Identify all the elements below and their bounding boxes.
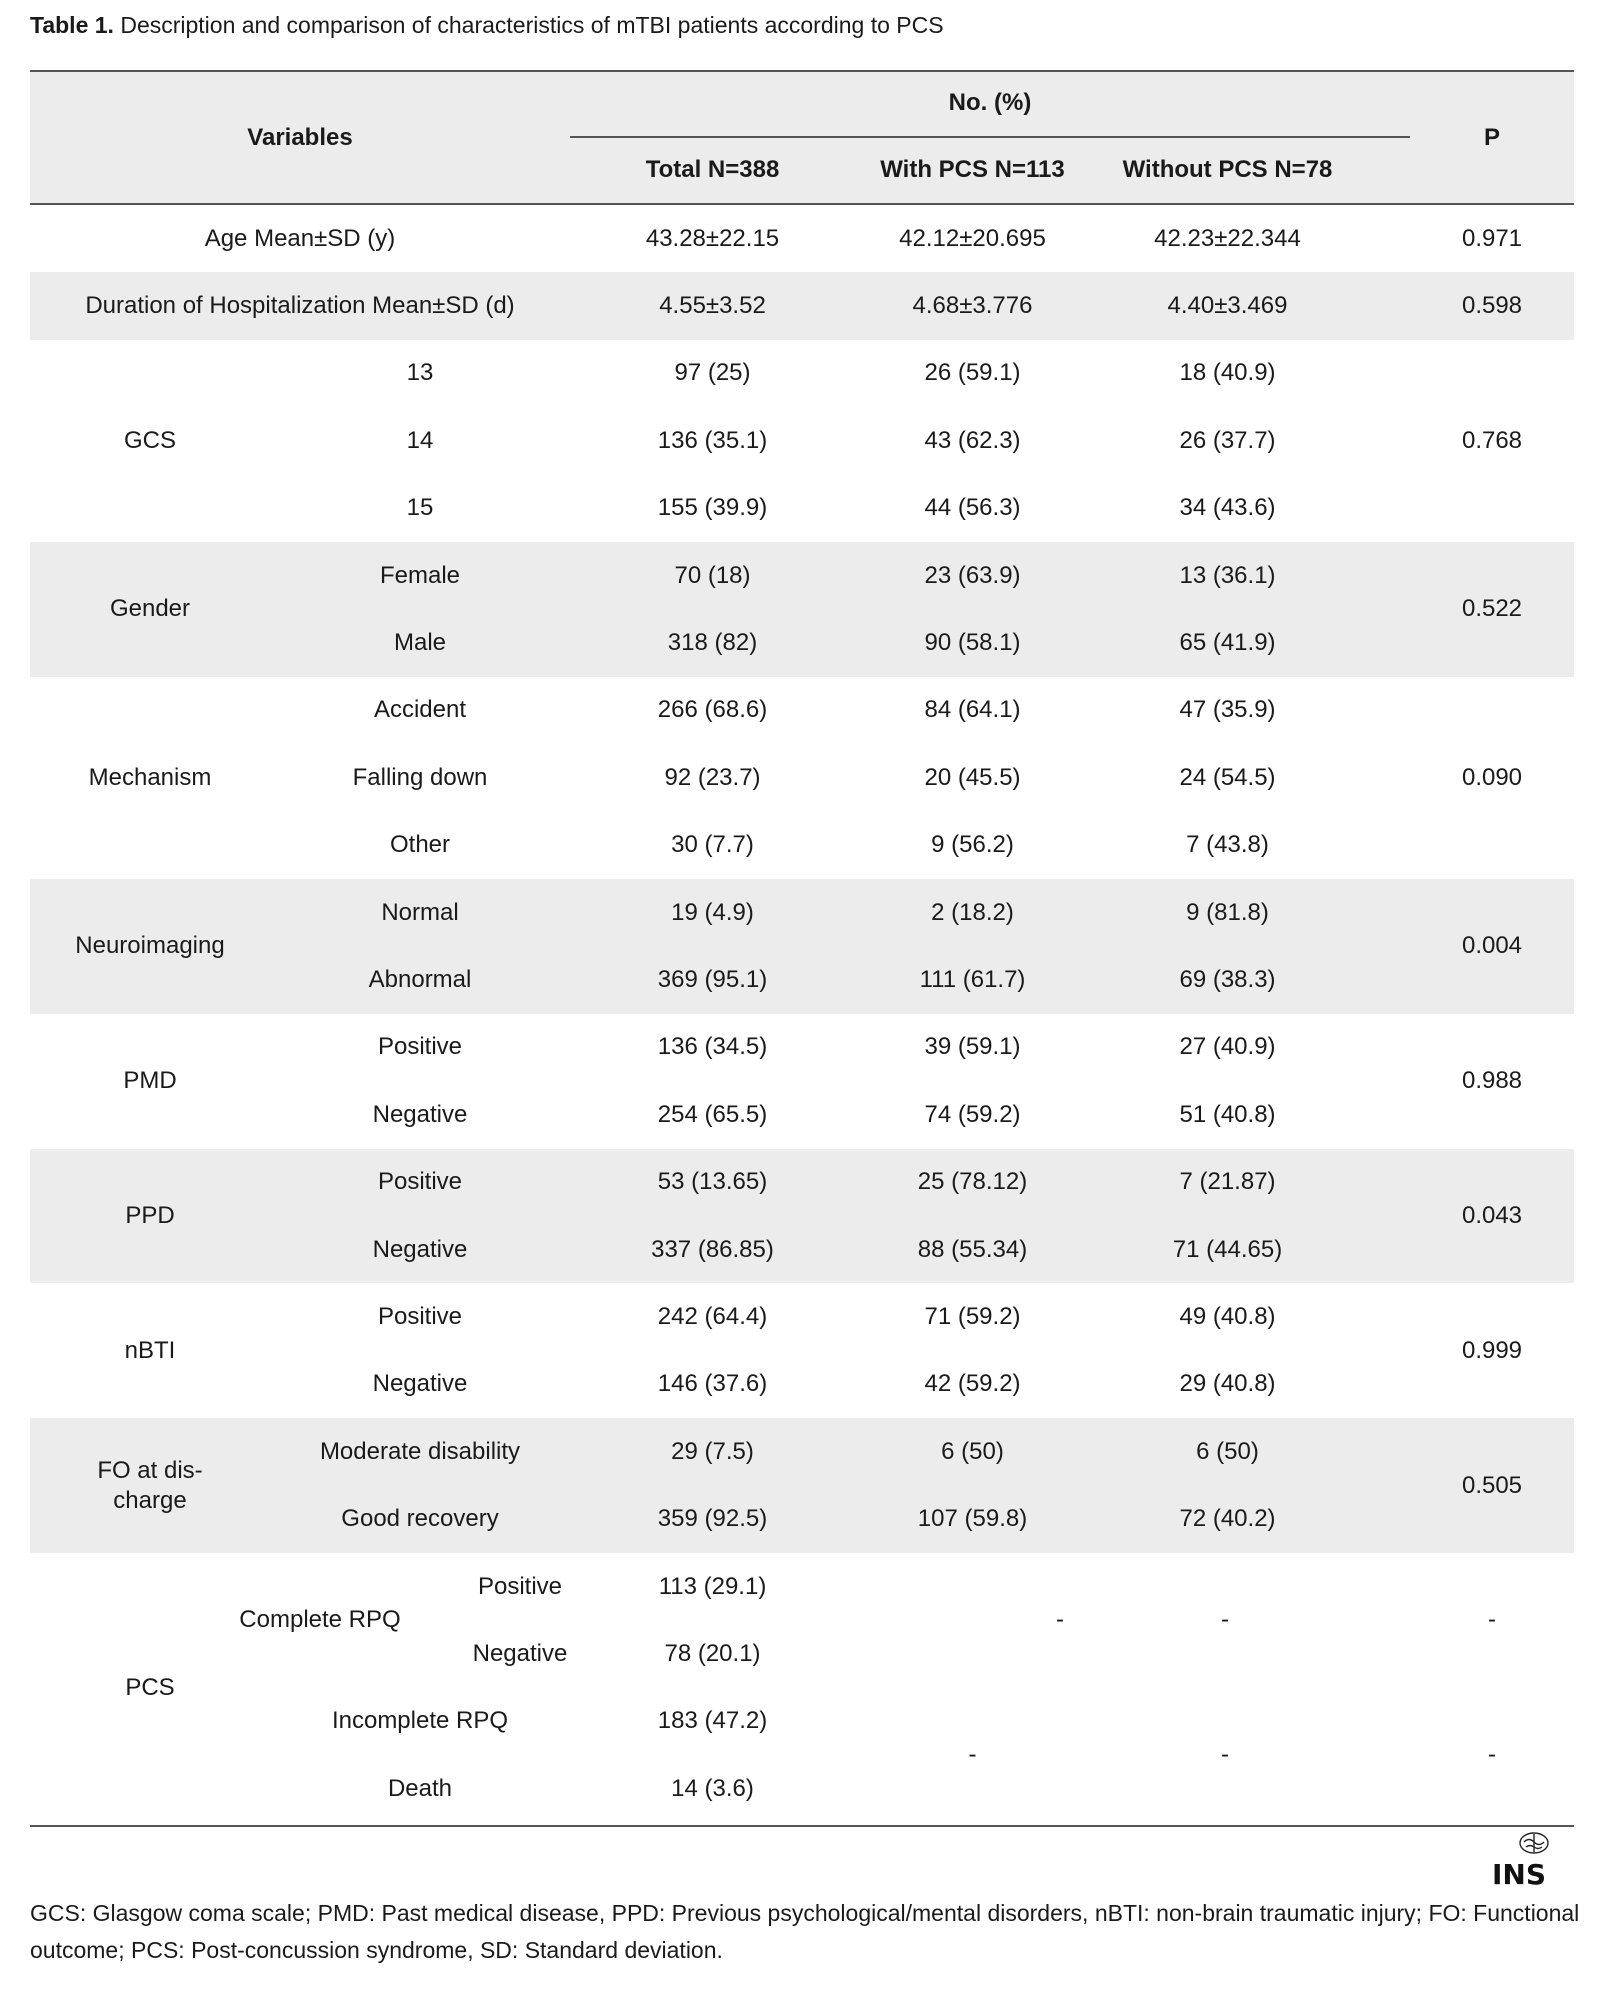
total-cell: 4.55±3.52 <box>659 292 766 320</box>
total-cell: 337 (86.85) <box>651 1235 774 1263</box>
total-cell: 19 (4.9) <box>671 898 754 926</box>
without-pcs-cell: 72 (40.2) <box>1179 1505 1276 1533</box>
subcategory-label: 13 <box>406 359 434 387</box>
total-cell: 136 (34.5) <box>657 1033 768 1061</box>
total-cell: 136 (35.1) <box>657 426 768 454</box>
without-pcs-cell: 4.40±3.469 <box>1167 292 1288 320</box>
with-pcs-cell: 84 (64.1) <box>924 696 1021 724</box>
total-cell: 254 (65.5) <box>657 1100 768 1128</box>
subcategory-label: Complete RPQ <box>239 1606 401 1634</box>
with-pcs-cell: 71 (59.2) <box>924 1303 1021 1331</box>
with-pcs-cell: 111 (61.7) <box>919 966 1026 994</box>
without-pcs-cell: 69 (38.3) <box>1179 966 1276 994</box>
table-footnote: GCS: Glasgow coma scale; PMD: Past medical disease, PPD: Previous psychological/mental disorders, nBTI: non-brain traumatic injury; FO: Functional outcome; PCS: Post-concussion syndrome, SD: Standard deviation. <box>30 1900 1580 1963</box>
subcategory-label: Positive <box>377 1033 463 1061</box>
p-value: 0.522 <box>1461 595 1523 623</box>
total-cell: 97 (25) <box>674 359 751 387</box>
variable-label: FO at dis-charge <box>97 1456 203 1514</box>
subcategory-label: 15 <box>406 494 434 522</box>
without-pcs-cell: 13 (36.1) <box>1179 561 1276 589</box>
without-pcs-cell: 26 (37.7) <box>1179 426 1276 454</box>
p-value: 0.999 <box>1461 1336 1523 1364</box>
without-pcs-cell: 34 (43.6) <box>1179 494 1276 522</box>
total-cell: 14 (3.6) <box>671 1774 754 1802</box>
with-pcs-cell: 88 (55.34) <box>917 1235 1028 1263</box>
variable-label: Gender <box>109 595 191 623</box>
journal-logo <box>1490 1830 1576 1888</box>
with-pcs-cell: 42 (59.2) <box>924 1370 1021 1398</box>
without-pcs-cell: 24 (54.5) <box>1179 763 1276 791</box>
with-pcs-cell: 6 (50) <box>941 1437 1004 1465</box>
with-pcs-cell: 74 (59.2) <box>924 1100 1021 1128</box>
subcategory-label: Other <box>389 831 451 859</box>
total-cell: 183 (47.2) <box>657 1707 768 1735</box>
subcategory-label: Negative <box>372 1370 468 1398</box>
without-pcs-cell: 6 (50) <box>1196 1437 1259 1465</box>
subcategory-label: Male <box>393 629 447 657</box>
total-cell: 29 (7.5) <box>671 1437 754 1465</box>
without-pcs-cell: 47 (35.9) <box>1179 696 1276 724</box>
dash-cell: - <box>968 1741 977 1769</box>
dash-cell: - <box>1488 1606 1496 1634</box>
header-col-total: Total N=388 <box>645 156 780 183</box>
variable-label: Age Mean±SD (y) <box>204 224 396 252</box>
total-cell: 92 (23.7) <box>664 763 761 791</box>
subcategory-label: Positive <box>477 1572 563 1600</box>
total-cell: 155 (39.9) <box>657 494 768 522</box>
variable-label: nBTI <box>124 1336 176 1364</box>
with-pcs-cell: 42.12±20.695 <box>899 224 1046 252</box>
p-value: 0.988 <box>1461 1067 1523 1095</box>
without-pcs-cell: 49 (40.8) <box>1179 1303 1276 1331</box>
with-pcs-cell: 9 (56.2) <box>931 831 1014 859</box>
subcategory-label: Accident <box>373 696 467 724</box>
without-pcs-cell: 51 (40.8) <box>1179 1100 1276 1128</box>
without-pcs-cell: 9 (81.8) <box>1186 898 1269 926</box>
total-cell: 318 (82) <box>667 629 758 657</box>
p-value: 0.090 <box>1461 763 1523 791</box>
dash-cell: - <box>1056 1606 1064 1634</box>
variable-label: PCS <box>125 1673 175 1701</box>
logo-text: INS <box>1492 1858 1547 1888</box>
variable-label: Duration of Hospitalization Mean±SD (d) <box>85 292 515 320</box>
without-pcs-cell: 65 (41.9) <box>1179 629 1276 657</box>
subcategory-label: Positive <box>377 1303 463 1331</box>
header-variables: Variables <box>247 123 353 151</box>
subcategory-label: Negative <box>372 1235 468 1263</box>
with-pcs-cell: 26 (59.1) <box>924 359 1021 387</box>
without-pcs-cell: 7 (21.87) <box>1179 1168 1276 1196</box>
with-pcs-cell: 39 (59.1) <box>924 1033 1021 1061</box>
total-cell: 78 (20.1) <box>664 1640 761 1668</box>
subcategory-label: Incomplete RPQ <box>331 1707 509 1735</box>
subcategory-label: Positive <box>377 1168 463 1196</box>
header-col-with-pcs: With PCS N=113 <box>880 156 1065 183</box>
total-cell: 146 (37.6) <box>657 1370 768 1398</box>
variable-label: PMD <box>123 1067 177 1095</box>
subcategory-label: Moderate disability <box>319 1437 521 1465</box>
total-cell: 70 (18) <box>674 561 751 589</box>
subcategory-label: Negative <box>472 1640 568 1668</box>
subcategory-label: Falling down <box>352 763 488 791</box>
total-cell: 242 (64.4) <box>657 1303 768 1331</box>
group-rule <box>570 136 1410 138</box>
p-value: 0.768 <box>1461 426 1523 454</box>
subcategory-label: Abnormal <box>368 966 472 994</box>
variable-label: GCS <box>123 426 176 454</box>
variable-label: Mechanism <box>88 763 212 791</box>
subcategory-label: Good recovery <box>341 1505 499 1533</box>
without-pcs-cell: 71 (44.65) <box>1172 1235 1283 1263</box>
total-cell: 53 (13.65) <box>657 1168 768 1196</box>
total-cell: 359 (92.5) <box>657 1505 768 1533</box>
subcategory-label: Normal <box>381 898 459 926</box>
bottom-rule <box>30 1825 1574 1827</box>
total-cell: 30 (7.7) <box>671 831 754 859</box>
with-pcs-cell: 43 (62.3) <box>924 426 1021 454</box>
p-value: 0.004 <box>1461 932 1523 960</box>
with-pcs-cell: 20 (45.5) <box>924 763 1021 791</box>
with-pcs-cell: 90 (58.1) <box>924 629 1021 657</box>
without-pcs-cell: 29 (40.8) <box>1179 1370 1276 1398</box>
with-pcs-cell: 2 (18.2) <box>931 898 1014 926</box>
dash-cell: - <box>1221 1741 1229 1769</box>
p-value: 0.505 <box>1461 1471 1523 1499</box>
total-cell: 266 (68.6) <box>657 696 768 724</box>
total-cell: 113 (29.1) <box>658 1572 767 1600</box>
total-cell: 43.28±22.15 <box>645 224 780 252</box>
p-value: 0.971 <box>1461 224 1523 252</box>
subcategory-label: Negative <box>372 1100 468 1128</box>
subcategory-label: Female <box>379 561 461 589</box>
total-cell: 369 (95.1) <box>657 966 768 994</box>
without-pcs-cell: 27 (40.9) <box>1179 1033 1276 1061</box>
brain-icon <box>1520 1833 1548 1853</box>
without-pcs-cell: 18 (40.9) <box>1179 359 1276 387</box>
subcategory-label: Death <box>387 1774 453 1802</box>
dash-cell: - <box>1221 1606 1229 1634</box>
p-value: 0.043 <box>1461 1201 1523 1229</box>
header-group: No. (%) <box>948 89 1032 116</box>
with-pcs-cell: 4.68±3.776 <box>912 292 1033 320</box>
with-pcs-cell: 107 (59.8) <box>917 1505 1028 1533</box>
header-col-without-pcs: Without PCS N=78 <box>1122 156 1333 183</box>
variable-label: Neuroimaging <box>75 932 225 960</box>
table-caption <box>30 8 944 42</box>
without-pcs-cell: 7 (43.8) <box>1186 831 1269 859</box>
without-pcs-cell: 42.23±22.344 <box>1154 224 1301 252</box>
with-pcs-cell: 44 (56.3) <box>924 494 1021 522</box>
header-p: P <box>1483 123 1500 151</box>
with-pcs-cell: 25 (78.12) <box>917 1168 1028 1196</box>
variable-label: PPD <box>125 1201 175 1229</box>
with-pcs-cell: 23 (63.9) <box>924 561 1021 589</box>
subcategory-label: 14 <box>406 426 434 454</box>
dash-cell: - <box>1488 1741 1496 1769</box>
table-label: Table 1. <box>30 12 114 38</box>
p-value: 0.598 <box>1461 292 1523 320</box>
caption-text: Description and comparison of characteristics of mTBI patients according to PCS <box>120 12 944 38</box>
